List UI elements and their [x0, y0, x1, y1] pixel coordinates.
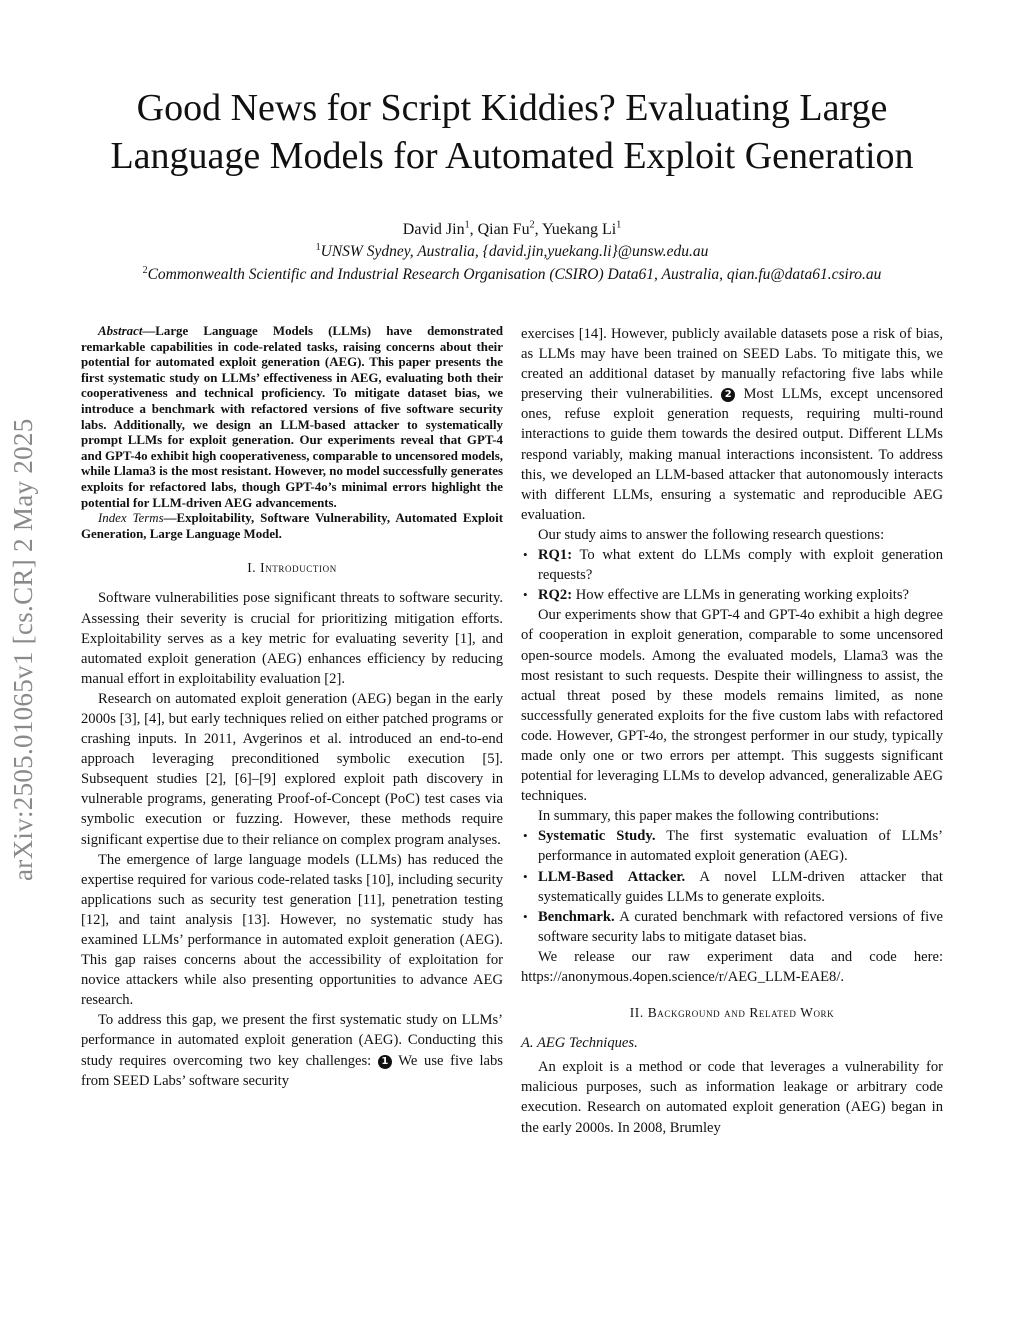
- section-heading-introduction: I. Introduction: [247, 560, 337, 576]
- paper-title: [60, 84, 964, 180]
- affil-1-mark: 1: [315, 241, 321, 253]
- section-heading-background: II. Background and Related Work: [629, 1005, 835, 1021]
- list-item: [523, 585, 943, 605]
- index-terms-label: Index Terms: [98, 511, 164, 526]
- list-item: [523, 907, 943, 947]
- intro-paragraph-2: Research on automated exploit generation (AEG) began in the early 2000s [3], [4], but early techniques relied on either patched programs or crashing inputs. In 2011, Avgerinos et al. introduced an end-to-end approach leveraging preconditioned symbolic execution [5]. Subsequent studies [2], [6]–[9] explored exploit path discovery in vulnerable programs, generating Proof-of-Concept (PoC) test cases via symbolic execution or fuzzing. However, these methods require significant expertise due to their reliance on complex program analyses.: [81, 690, 503, 848]
- rq2-label: RQ2:: [538, 587, 573, 604]
- rq1-text: To what extent do LLMs comply with exploit generation requests?: [538, 547, 944, 584]
- research-question-list: [521, 545, 943, 605]
- research-questions-intro: Our study aims to answer the following research questions:: [538, 526, 885, 543]
- challenge-1-badge: 1: [378, 1055, 392, 1069]
- title-line-2: Language Models for Automated Exploit Generation: [110, 135, 914, 177]
- bullet-icon: •: [523, 908, 528, 924]
- subsection-heading-aeg: A. AEG Techniques.: [521, 1035, 638, 1052]
- contribution-3-label: Benchmark.: [538, 908, 615, 925]
- intro-p4-text: To address this gap, we present the first systematic study on LLMs’ performance in automated exploit generation (AEG). Conducting this study requires overcoming two key challenges:: [81, 1012, 503, 1069]
- contribution-1-label: Systematic Study.: [538, 828, 656, 845]
- intro-paragraph-7: Our experiments show that GPT-4 and GPT-4o exhibit a high degree of cooperation in exploit generation, comparable to some uncensored open-source models. Among the evaluated models, Llama3 was the most resistant to such requests. Despite their willingness to assist, the actual threat posed by these models remains limited, as none successfully generated exploits for the five custom labs with refactored code. However, GPT-4o, the strongest performer in our study, typically made only one or two errors per attempt. This suggests significant potential for leveraging LLMs to develop advanced, generalizable AEG techniques.: [521, 607, 943, 805]
- contributions-intro: In summary, this paper makes the following contributions:: [538, 808, 880, 825]
- rq1-label: RQ1:: [538, 547, 573, 564]
- release-statement: We release our raw experiment data and code here: https://anonymous.4open.science/r/AEG_LLM-EAE8/.: [521, 948, 943, 985]
- affil-2-mark: 2: [142, 264, 148, 276]
- author-2: Qian Fu: [477, 221, 530, 238]
- rq2-text: How effective are LLMs in generating working exploits?: [575, 587, 909, 604]
- affiliation-1: [40, 242, 984, 262]
- abstract: [81, 324, 503, 511]
- bullet-icon: •: [523, 547, 528, 563]
- abstract-label: Abstract: [98, 324, 143, 338]
- intro-p5-continued: Most LLMs, except uncensored ones, refuse exploit generation requests, requiring multi-round interactions to guide them towards the desired output. Different LLMs respond variably, making manual interactions inconsistent. To address this, we developed an LLM-based attacker that autonomously interacts with different LLMs, ensuring a systematic and reproducible AEG evaluation.: [521, 386, 943, 523]
- author-3: Yuekang Li: [541, 221, 617, 238]
- author-sep: ,: [534, 221, 542, 238]
- list-item: [523, 826, 943, 866]
- author-3-affil-mark: 1: [616, 219, 622, 231]
- intro-p5-text: exercises [14]. However, publicly available datasets pose a risk of bias, as LLMs may have been trained on SEED Labs. To mitigate this, we created an additional dataset by manually refactoring five labs while preserving their vulnerabilities.: [521, 326, 943, 403]
- left-column: [81, 324, 503, 1091]
- background-paragraph-1: An exploit is a method or code that leverages a vulnerability for malicious purposes, such as information leakage or arbitrary code execution. Research on automated exploit generation (AEG) began in the early 2000s. In 2008, Brumley: [521, 1059, 943, 1136]
- contribution-3-text: A curated benchmark with refactored versions of five software security labs to mitigate dataset bias.: [538, 908, 943, 945]
- author-1-affil-mark: 1: [464, 219, 470, 231]
- author-list: [60, 219, 964, 241]
- contribution-list: [521, 826, 943, 947]
- bullet-icon: •: [523, 587, 528, 603]
- intro-paragraph-3: The emergence of large language models (LLMs) has reduced the expertise required for various code-related tasks [10], including security applications such as security test generation [11], penetration testing [12], and taint analysis [13]. However, no systematic study has examined LLMs’ performance in automated exploit generation (AEG). This gap raises concerns about the accessibility of exploitation for novice attackers while also presenting opportunities to advance AEG research.: [81, 851, 503, 1009]
- affil-2-text: Commonwealth Scientific and Industrial Research Organisation (CSIRO) Data61, Australia, qian.fu@data61.csiro.au: [147, 266, 882, 283]
- abstract-text: —Large Language Models (LLMs) have demonstrated remarkable capabilities in code-related tasks, raising concerns about their potential for automated exploit generation (AEG). This paper presents the first systematic study on LLMs’ effectiveness in AEG, evaluating both their cooperativeness and technical proficiency. To mitigate dataset bias, we introduce a benchmark with refactored versions of five software security labs. Additionally, we design an LLM-based attacker to systematically prompt LLMs for exploit generation. Our experiments reveal that GPT-4 and GPT-4o exhibit high cooperativeness, comparable to uncensored models, while Llama3 is the most resistant. However, no model successfully generates exploits for refactored labs, though GPT-4o’s minimal errors highlight the potential for LLM-driven AEG advancements.: [81, 324, 503, 510]
- bullet-icon: •: [523, 868, 528, 884]
- right-column: [521, 324, 943, 1138]
- intro-paragraph-1: Software vulnerabilities pose significant threats to software security. Assessing their severity is crucial for prioritizing mitigation efforts. Exploitability serves as a key metric for evaluating severity [1], and automated exploit generation (AEG) enhances efficiency by reducing manual effort in exploitability evaluation [2].: [81, 590, 503, 687]
- intro-p4-continued: We use five labs from SEED Labs’ software security: [81, 1052, 503, 1089]
- index-terms: [81, 511, 503, 542]
- list-item: [523, 867, 943, 907]
- intro-paragraph-4: [81, 1010, 503, 1090]
- contribution-2-label: LLM-Based Attacker.: [538, 868, 686, 885]
- bullet-icon: •: [523, 828, 528, 844]
- arxiv-side-label: arXiv:2505.01065v1 [cs.CR] 2 May 2025: [8, 418, 38, 882]
- contribution-1-text: The first systematic evaluation of LLMs’ performance in automated exploit generation (AEG).: [538, 828, 943, 865]
- affiliation-2: [40, 265, 984, 285]
- list-item: [523, 545, 944, 585]
- challenge-2-badge: 2: [721, 388, 735, 402]
- author-2-affil-mark: 2: [529, 219, 535, 231]
- intro-paragraph-5: [521, 324, 943, 525]
- author-sep: ,: [469, 221, 478, 238]
- index-terms-text: —Exploitability, Software Vulnerability, Automated Exploit Generation, Large Language Model.: [81, 511, 504, 541]
- title-line-1: Good News for Script Kiddies? Evaluating Large: [136, 87, 888, 129]
- contribution-2-text: A novel LLM-driven attacker that systematically guides LLMs to generate exploits.: [538, 868, 943, 905]
- affil-1-text: UNSW Sydney, Australia, {david.jin,yuekang.li}@unsw.edu.au: [320, 243, 709, 260]
- author-1: David Jin: [402, 221, 465, 238]
